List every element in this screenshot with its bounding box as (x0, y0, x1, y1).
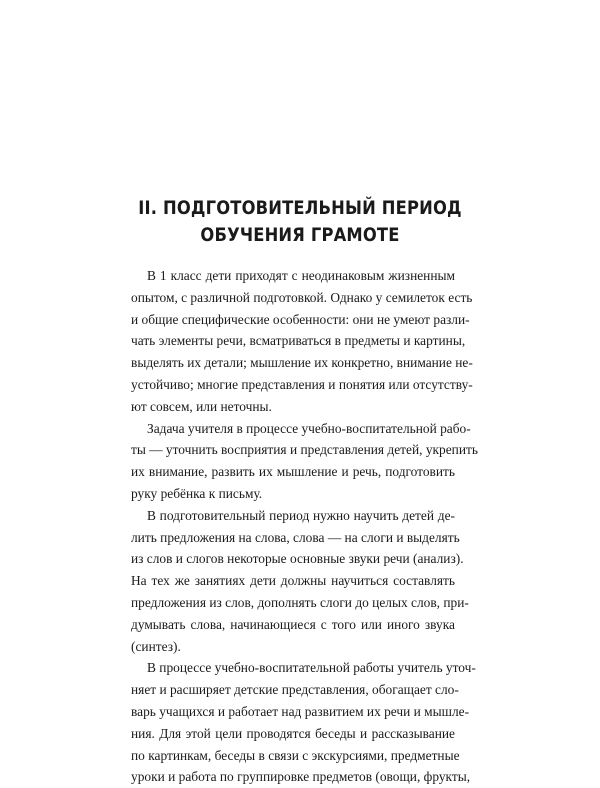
text-line: няет и расширяет детские представления, обогащает сло- (131, 682, 459, 698)
text-line: руку ребёнка к письму. (131, 485, 263, 501)
text-line: ния. Для этой цели проводятся беседы и рассказывание (131, 725, 455, 741)
chapter-title-line-2: ОБУЧЕНИЯ ГРАМОТЕ (200, 224, 400, 246)
text-line: из слов и слогов некоторые основные звуки речи (анализ). (131, 551, 464, 567)
paragraph-3 (131, 505, 469, 658)
text-line: и общие специфические особенности: они не умеют разли- (131, 311, 470, 327)
text-line: чать элементы речи, всматриваться в предметы и картины, (131, 333, 466, 349)
text-line: варь учащихся и работает над развитием их речи и мышле- (131, 703, 470, 719)
text-line: устойчиво; многие представления и понятия или отсутству- (131, 376, 473, 392)
text-line: их внимание, развить их мышление и речь, подготовить (131, 464, 455, 480)
text-line: лить предложения на слова, слова — на слоги и выделять (131, 529, 460, 545)
text-line: опытом, с различной подготовкой. Однако у семилеток есть (131, 289, 473, 305)
chapter-title (42, 195, 558, 249)
text-line: ют совсем, или неточны. (131, 398, 272, 414)
text-line: выделять их детали; мышление их конкретно, внимание не- (131, 355, 473, 371)
text-line: В 1 класс дети приходят с неодинаковым жизненным (147, 268, 455, 283)
text-line: В процессе учебно-воспитательной работы учитель уточ- (147, 660, 476, 676)
paragraph-1 (131, 265, 473, 418)
text-line: по картинкам, беседы в связи с экскурсиями, предметные (131, 747, 460, 763)
text-line: предложения из слов, дополнять слоги до целых слов, при- (131, 594, 469, 610)
text-line: На тех же занятиях дети должны научиться составлять (131, 573, 455, 589)
text-line: ты — уточнить восприятия и представления детей, укрепить (131, 442, 478, 458)
body-text (131, 265, 478, 788)
text-line: В подготовительный период нужно научить детей де- (147, 507, 455, 523)
paragraph-4 (131, 657, 476, 788)
chapter-title-line-1: II. ПОДГОТОВИТЕЛЬНЫЙ ПЕРИОД (138, 197, 462, 219)
text-line: Задача учителя в процессе учебно-воспитательной рабо- (147, 420, 471, 436)
text-line: думывать слова, начинающиеся с того или иного звука (131, 616, 455, 632)
text-line: (синтез). (131, 638, 181, 654)
paragraph-2 (131, 418, 478, 505)
text-line: уроки и работа по группировке предметов (овощи, фрукты, (131, 769, 471, 785)
